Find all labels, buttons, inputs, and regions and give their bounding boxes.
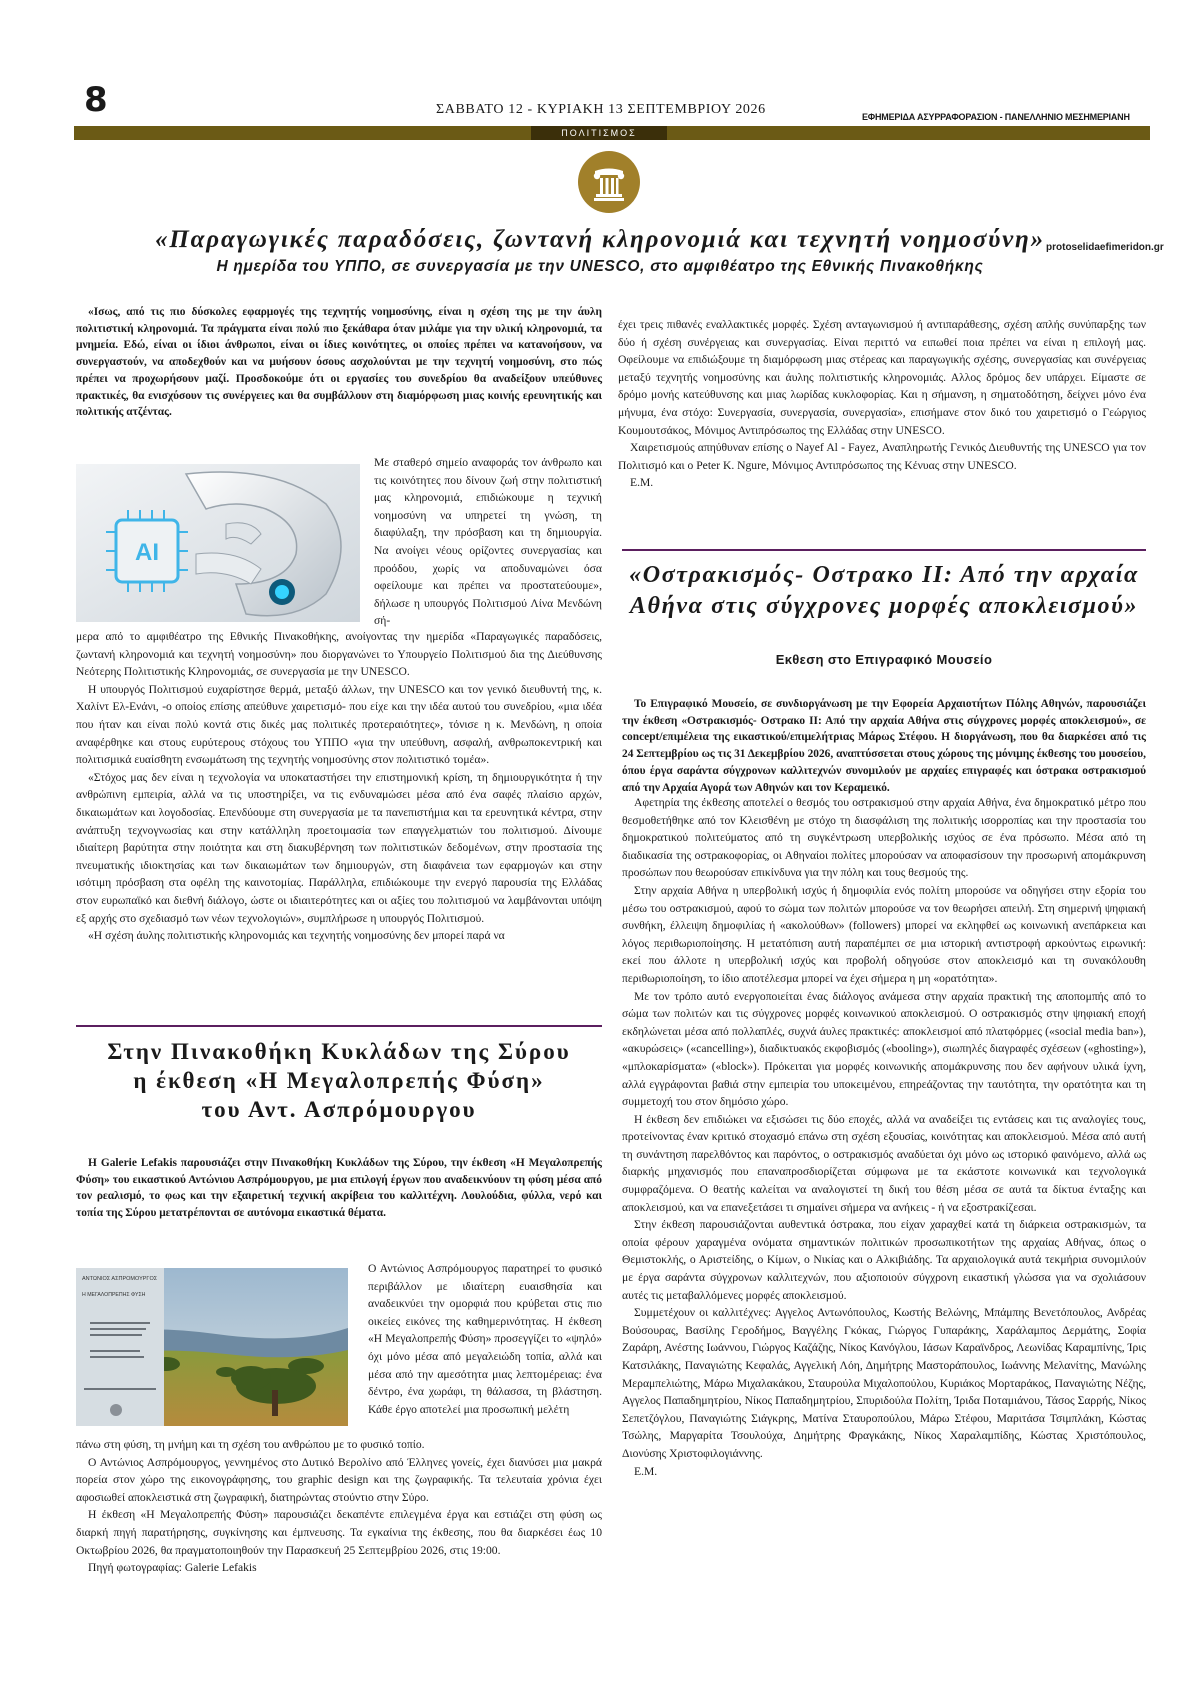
main-headline: «Παραγωγικές παραδόσεις, ζωντανή κληρονομιά και τεχνητή νοημοσύνη»	[155, 226, 1045, 253]
article3-wrap-text: Ο Αντώνιος Ασπρόμουργος παρατηρεί το φυσικό περιβάλλον με ιδιαίτερη ευαισθησία και αναδεικνύει την ομορφιά που κρύβεται στις πιο οικείες εικόνες της καθημερινότητας. Η έκθεση «Η Μεγαλοπρεπής Φύση» προσεγγίζει το «ψηλό» όχι μόνο μέσα από μεγαλειώδη τοπία, αλλά και μέσα από την αμεσότητα μιας λεπτομέρειας: ένα δέντρο, ένα χωράφι, τη θάλασσα, τη βλάστηση. Κάθε έργο αποτελεί μια προσωπική μελέτη	[368, 1262, 602, 1416]
photo-credit: Πηγή φωτογραφίας: Galerie Lefakis	[88, 1561, 257, 1575]
article1-continuation	[618, 316, 1146, 492]
paragraph: «Η σχέση άυλης πολιτιστικής κληρονομιάς και τεχνητής νοημοσύνης δεν μπορεί παρά να	[88, 929, 505, 943]
paragraph: «Στόχος μας δεν είναι η τεχνολογία να υποκαταστήσει την επιστημονική κρίση, τη δημιουργικότητα ή την ανθρώπινη εμπειρία, αλλά να τις υποστηρίξει, να τις ενδυναμώσει μέσα από ένα σαφές πλαίσιο αρχών, δικαιωμάτων και λογοδοσίας. Επενδύουμε στη συνεργασία με τα πανεπιστήμια και τα ερευνητικά κέντρα, στην ανάπτυξη τεχνογνωσίας και στην κατάλληλη προετοιμασία των επαγγελματιών του πολιτισμού. Δίνουμε ιδιαίτερη βαρύτητα στην ποιότητα και στη διακυβέρνηση των πολιτιστικών δεδομένων, στην προστασία της πνευματικής ιδιοκτησίας και των δικαιωμάτων των δημιουργών, στη διαφάνεια των εφαρμογών και στην ισότιμη πρόσβαση στα οφέλη της καινοτομίας. Παράλληλα, επιδιώκουμε την ενεργό παρουσία της Ελλάδας στον ευρωπαϊκό και διεθνή διάλογο, ώστε οι ιδιαιτερότητες και οι αξίες του πολιτισμού να λαμβάνονται υπόψη εξ αρχής στο σχεδιασμό των νέων τεχνολογιών», συμπλήρωσε η υπουργός Πολιτισμού.	[76, 770, 602, 925]
paragraph: Χαιρετισμούς απηύθυναν επίσης ο Nayef Al - Fayez, Αναπληρωτής Γενικός Διευθυντής της UNESCO για τον Πολιτισμό και ο Peter K. Ngure, Μόνιμος Αντιπρόσωπος της Κένυας στην UNESCO.	[618, 441, 1146, 472]
section-label: ΠΟΛΙΤΙΣΜΟΣ	[531, 126, 667, 140]
main-subheadline: Η ημερίδα του ΥΠΠΟ, σε συνεργασία με την UNESCO, στο αμφιθέατρο της Εθνικής Πινακοθήκης	[216, 258, 984, 275]
article2-lead: Το Επιγραφικό Μουσείο, σε συνδιοργάνωση με την Εφορεία Αρχαιοτήτων Πόλης Αθηνών, παρουσιάζει την έκθεση «Οστρακισμός- Οστρακο ΙΙ: Από την αρχαία Αθήνα στις σύγχρονες μορφές αποκλεισμού», σε concept/επιμέλεια της εικαστικού/επιμελήτριας Μάρως Στέφου. Η διοργάνωση, που θα διαρκέσει από τις 24 Σεπτεμβρίου ως τις 31 Δεκεμβρίου 2026, αναπτύσσεται στους χώρους της μόνιμης έκθεσης του μουσείου, όπου έργα σαράντα σύγχρονων καλλιτεχνών συνομιλούν με αρχαίες επιγραφές και όστρακα οστρακισμού από την Αρχαία Αγορά των Αθηνών και τον Κεραμεικό.	[622, 698, 1146, 794]
article1-lead: «Ισως, από τις πιο δύσκολες εφαρμογές της τεχνητής νοημοσύνης, είναι η σχέση της με την άυλη πολιτιστική κληρονομιά. Τα πράγματα είναι πολύ πιο ξεκάθαρα όταν μιλάμε για την υλική κληρονομιά, τα μνημεία. Εδώ, είναι οι ίδιοι άνθρωποι, είναι οι ίδιες κοινότητες, οι οποίες πρέπει να κατανοήσουν, να συνεργαστούν, να αποδεχθούν και να μυήσουν όσους ασχολούνται με την τεχνητή νοημοσύνη, στο πώς πρέπει να προχωρήσουν μαζί. Προσδοκούμε ότι οι εργασίες του συνεδρίου θα αναδείξουν υπεύθυνες πρακτικές, θα ενισχύσουν τις συνέργειες και θα συμβάλλουν στη διαμόρφωση μιας κοινής ερευνητικής και πολιτικής ατζέντας.	[76, 306, 602, 419]
article3-body	[76, 1436, 602, 1577]
exhibition-catalogue-image	[76, 1268, 348, 1426]
ai-chip-label: AI	[135, 539, 159, 566]
paragraph: έχει τρεις πιθανές εναλλακτικές μορφές. Σχέση ανταγωνισμού ή αντιπαράθεσης, σχέση απλής συνύπαρξης των δύο ή σχέση συνέργειας και συνεργασίας. Είναι περιττό να ειπωθεί ποια πρέπει να είναι η επιλογή μας. Οφείλουμε να επιδιώξουμε τη διαμόρφωση μιας στέρεας και παραγωγικής σχέσης, συνεργασίας και συνέργειας μεταξύ τεχνητής νοημοσύνης και άυλης πολιτιστικής κληρονομιάς. Αλλος δρόμος δεν υπάρχει. Είμαστε σε δρόμο μονής κατεύθυνσης και μιας λωρίδας κυκλοφορίας. Και η σήμανση, η σηματοδότηση, δείχνει μόνο ένα μήνυμα, ένα στόχο: Συνεργασία, συνεργασία, συνεργασία», επισήμανε στον δικό του χαιρετισμό ο Γεώργιος Κουμουτσάκος, Μόνιμος Αντιπρόσωπος της Ελλάδας στην UNESCO.	[618, 318, 1146, 437]
paragraph: Ο Αντώνιος Ασπρόμουργος, γεννημένος στο Δυτικό Βερολίνο από Έλληνες γονείς, έχει διανύσει μια μακρά πορεία στον χώρο της εικονογράφησης, του graphic design και της ζωγραφικής. Τα τελευταία χρόνια έχει αφοσιωθεί αποκλειστικά στη ζωγραφική, διατηρώντας στούντιο στην Σύρο.	[76, 1455, 602, 1504]
article1-wrap-text: Με σταθερό σημείο αναφοράς τον άνθρωπο και τις κοινότητες που δίνουν ζωή στην πολιτιστική μας κληρονομιά, επιδιώκουμε η τεχνική νοημοσύνη να υπηρετεί τη γνώση, τη διαφύλαξη, την πρόσβαση και τη δημιουργία. Να ανοίγει νέους ορίζοντες συνεργασίας και προόδου, χωρίς να αποδυναμώνει όσα οφείλουμε και πρέπει να προστατεύουμε», δήλωσε η υπουργός Πολιτισμού Λίνα Μενδώνη σή-	[374, 456, 602, 628]
article1-body	[76, 628, 602, 945]
author-initials: Ε.Μ.	[630, 476, 654, 490]
paragraph: Με τον τρόπο αυτό ενεργοποιείται ένας διάλογος ανάμεσα στην αρχαία πρακτική της αποπομπής από το σώμα των πολιτών και τις σύγχρονες μορφές κοινωνικού αποκλεισμού. Ο οστρακισμός στην ψηφιακή εποχή εκδηλώνεται μέσα από πολλαπλές, συχνά άυλες πρακτικές: αποκλεισμοί από πλατφόρμες («social media ban»), «ακυρώσεις» («cancelling»), διαδικτυακός εκφοβισμός («booling»), σιωπηλές διαγραφές σχέσεων («ghosting»), «μπλοκαρίσματα» («block»). Πρόκειται για μορφές κοινωνικής απομάκρυνσης που δεν αφήνουν υλικά ίχνη, αλλά εγγράφονται βαθιά στην εμπειρία του υποκειμένου, επηρεάζοντας την ταυτότητα, την ορατότητα και τη συμμετοχή του στον δημόσιο χώρο.	[622, 989, 1146, 1109]
paragraph: Η έκθεση δεν επιδιώκει να εξισώσει τις δύο εποχές, αλλά να αναδείξει τις εντάσεις και τις αναλογίες τους, προτείνοντας έναν κριτικό στοχασμό επάνω στη σχέση εξουσίας, κοινότητας και αποκλεισμού. Μέσα από αυτή τη συνάντηση παρελθόντος και παρόντος, ο οστρακισμός αναδύεται όχι μόνο ως ιστορικό φαινόμενο, αλλά ως διαρκής μηχανισμός που επαναπροσδιορίζεται σύμφωνα με τα εκάστοτε κοινωνικά και τεχνολογικά συμφραζόμενα. Ο θεατής καλείται να αναλογιστεί τη δική του θέση μέσα σε αυτά τα δίκτυα ένταξης και αποκλεισμού, και να επανεξετάσει τι σημαίνει σήμερα να ανήκεις - ή να εξοστρακίζεσαι.	[622, 1112, 1146, 1214]
article2-subheadline: Εκθεση στο Επιγραφικό Μουσείο	[775, 652, 993, 667]
headline-line: η έκθεση «Η Μεγαλοπρεπής Φύση»	[133, 1068, 545, 1093]
site-watermark: protoselidaefimeridon.gr	[1046, 242, 1164, 253]
paragraph: Στην έκθεση παρουσιάζονται αυθεντικά όστρακα, που είχαν χαραχθεί κατά τη διάρκεια οστρακισμών, τα οποία φέρουν χαραγμένα ονόματα σημαντικών πολιτικών προσωπικοτήτων της αρχαίας Αθήνας, όπως ο Θεμιστοκλής, ο Αριστείδης, ο Κίμων, ο Νικίας και ο Αλκιβιάδης. Τα αρχαιολογικά αυτά τεκμήρια συνομιλούν με έργα σαράντα σύγχρονων καλλιτεχνών, που αξιοποιούν σύγχρονη εικαστική γλώσσα για να σχολιάσουν αυτές τις μεταβαλλόμενες μορφές αποκλεισμού.	[622, 1218, 1146, 1302]
column-divider	[76, 1025, 602, 1027]
paragraph: πάνω στη φύση, τη μνήμη και τη σχέση του ανθρώπου με το φυσικό τοπίο.	[76, 1438, 425, 1451]
newspaper-masthead: ΕΦΗΜΕΡΙΔΑ ΑΣΥΡΡΑΦΟΡΑΣΙΟΝ - ΠΑΝΕΛΛΗΝΙΟ ΜΕΣΗΜΕΡΙΑΝΗ	[862, 112, 1130, 122]
paragraph: Η έκθεση «Η Μεγαλοπρεπής Φύση» παρουσιάζει δεκαπέντε επιλεγμένα έργα και εστιάζει στη φύση ως διαρκή πηγή παρατήρησης, συγκίνησης και έμπνευσης. Τα εγκαίνια της έκθεσης, που θα διαρκέσει έως 10 Οκτωβρίου 2026, θα πραγματοποιηθούν την Παρασκευή 25 Σεπτεμβρίου 2026, στις 19:00.	[76, 1508, 602, 1557]
author-initials: Ε.Μ.	[634, 1464, 658, 1478]
paragraph: Στην αρχαία Αθήνα η υπερβολική ισχύς ή δημοφιλία ενός πολίτη μπορούσε να οδηγήσει στην εξορία του μέσω του οστρακισμού, αφού το σώμα των πολιτών μπορούσε να τον θεωρήσει απειλή. Στη σημερινή ψηφιακή συνθήκη, έλλειψη δημοφιλίας ή «ακολούθων» (followers) μπορεί να εκληφθεί ως κοινωνική ανεπάρκεια και λόγος περιθωριοποίησης. Η μετατόπιση αυτή παραπέμπει σε μια ιστορική αντιστροφή αρκούντως ειρωνική: εκεί που άλλοτε η υπερβολική ισχύς και προβολή οδηγούσε στον αποκλεισμό και τη συνακόλουθη περιθωριοποίηση, το ίδιο αποτέλεσμα μπορεί να έχει σήμερα η μη «ορατότητα».	[622, 883, 1146, 985]
page-number: 8	[84, 80, 107, 120]
article2-body	[622, 794, 1146, 1480]
paragraph: μερα από το αμφιθέατρο της Εθνικής Πινακοθήκης, ανοίγοντας την ημερίδα «Παραγωγικές παραδόσεις, ζωντανή κληρονομιά και τεχνητή νοημοσύνη» που διοργανώνει το Υπουργείο Πολιτισμού δια της Διεύθυνσης Νεότερης Πολιτιστικής Κληρονομιάς, σε συνεργασία με την UNESCO.	[76, 630, 602, 679]
paragraph: Συμμετέχουν οι καλλιτέχνες: Αγγελος Αντωνόπουλος, Κωστής Βελώνης, Μπάμπης Βενετόπουλος, Ανδρέας Βούσουρας, Βασίλης Γεροδήμος, Βαγγέλης Γκόκας, Γιώργος Γυπαράκης, Χαράλαμπος Δερμάτης, Σοφία Ζαράρη, Ανέστης Ιωάννου, Γιώργος Καζάζης, Νίκος Κανόγλου, Ιάσων Καραϊνδρος, Λεωνίδας Καραμπίνης, Ίρις Κατσιλάκης, Παναγιώτης Κεφαλάς, Αγγελική Λόη, Δημήτρης Μαστοράπουλος, Ιωάννης Μελανίτης, Μανώλης Μεραμπελιώτης, Μάρω Μιχαλακάκου, Σταυρούλα Μιχαλοπούλου, Κυριάκος Μορταράκος, Παναγιώτης Νέζης, Αγγελος Παπαδημητρίου, Νίκος Παπαδημητρίου, Σπυριδούλα Πολίτη, Ίριδα Ποταμιάνου, Τάσος Σαρρής, Νίκος Σεπετζόγλου, Παναγιώτης Σιάγκρης, Ματίνα Σταυροπούλου, Μάρω Στέφου, Μαριτάσα Τσιμπλάκη, Κώστας Τσώλης, Μαργαρίτα Τσουλούχα, Δημήτρης Φραγκάκης, Νίκος Χαραλαμπίδης, Κώστας Χριστόπουλος, Διονύσης Χριστοφιλογιάννης.	[622, 1306, 1146, 1460]
headline-line: Στην Πινακοθήκη Κυκλάδων της Σύρου	[107, 1039, 571, 1064]
headline-line: του Αντ. Ασπρόμουργου	[201, 1097, 477, 1122]
ai-robot-hand-photo	[76, 464, 360, 622]
paragraph: Αφετηρία της έκθεσης αποτελεί ο θεσμός του οστρακισμού στην αρχαία Αθήνα, ένα δημοκρατικό μέτρο που θεσμοθετήθηκε από τον Κλεισθένη με στόχο τη διασφάλιση της πολιτικής ισορροπίας και την προστασία του δημοκρατικού πολιτεύματος από τη συγκέντρωση υπερβολικής ισχύος σε ένα πρόσωπο. Μέσα από τη διαδικασία της οστρακοφορίας, οι Αθηναίοι πολίτες μπορούσαν να αποφασίσουν την προσωρινή απομάκρυνση προσώπων που θεωρούσαν επικίνδυνα για την πόλη και τους θεσμούς της.	[622, 796, 1146, 880]
article2-headline: «Οστρακισμός- Οστρακο ΙΙ: Από την αρχαία Αθήνα στις σύγχρονες μορφές αποκλεισμού»	[629, 562, 1139, 619]
ionic-column-icon	[578, 151, 640, 213]
issue-date: ΣΑΒΒΑΤΟ 12 - ΚΥΡΙΑΚΗ 13 ΣΕΠΤΕΜΒΡΙΟΥ 2026	[436, 102, 766, 117]
paragraph: Η υπουργός Πολιτισμού ευχαρίστησε θερμά, μεταξύ άλλων, την UNESCO και τον γενικό διευθυντή της, κ. Χαλίντ Ελ-Ενάνι, -ο οποίος επίσης απεύθυνε χαιρετισμό- που είχε και την ιδέα αυτού του συνεδρίου, «μια ιδέα που ήταν και είναι πολύ κοντά στις δικές μας πολιτικές προτεραιότητες», τόνισε η κ. Μενδώνη, η οποία αναφέρθηκε και στους ευρύτερους στόχους του ΥΠΠΟ «για την υπεύθυνη, ασφαλή, ανθρωποκεντρική και πολιτισμικά ευαίσθητη ενσωμάτωση της τεχνητής νοημοσύνης στον πολιτιστικό τομέα».	[76, 682, 602, 767]
column-divider	[622, 549, 1146, 551]
catalogue-subtitle: Η ΜΕΓΑΛΟΠΡΕΠΗΣ ΦΥΣΗ	[82, 1292, 146, 1298]
article3-headline	[76, 1037, 602, 1124]
catalogue-title: ΑΝΤΩΝΙΟΣ ΑΣΠΡΟΜΟΥΡΓΟΣ	[82, 1276, 158, 1282]
article3-lead: Η Galerie Lefakis παρουσιάζει στην Πινακοθήκη Κυκλάδων της Σύρου, την έκθεση «Η Μεγαλοπρεπής Φύση» του εικαστικού Αντώνιου Ασπρόμουργου, με μια επιλογή έργων που αναδεικνύουν τη φύση μέσα από τον ρεαλισμό, το φως και την εξαιρετική τεχνική ακρίβεια του καλλιτέχνη. Λουλούδια, φύλλα, νερό και τοπία της Σύρου μετατρέπονται σε αυτόνομα εικαστικά θέματα.	[76, 1157, 602, 1220]
